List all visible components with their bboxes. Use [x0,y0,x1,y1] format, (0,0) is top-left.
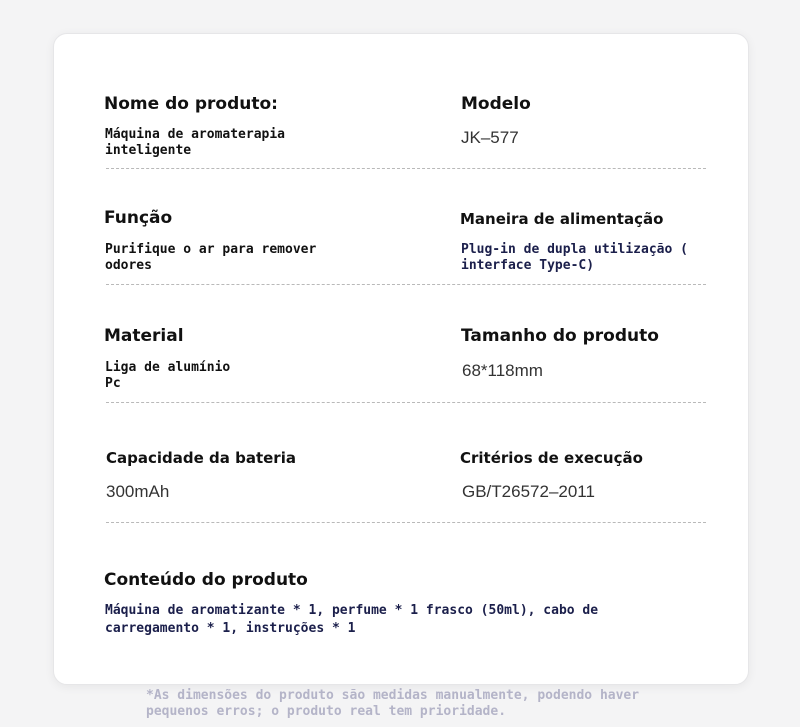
battery-value: 300mAh [106,482,170,501]
material-value-line1: Liga de alumínio [105,360,231,375]
power-label: Maneira de alimentação [460,210,664,228]
material-value-line2: Pc [105,376,121,391]
standard-value: GB/T26572–2011 [462,482,595,501]
size-value: 68*118mm [462,361,543,380]
function-value [105,242,316,274]
model-value: JK–577 [461,128,519,147]
divider [106,402,706,403]
contents-label: Conteúdo do produto [104,570,308,590]
divider [106,522,706,523]
contents-value-line1: Máquina de aromatizante * 1, perfume * 1 frasco (50ml), cabo de [105,603,599,618]
footnote-line2: pequenos erros; o produto real tem prioridade. [146,704,507,719]
power-value-line1: Plug-in de dupla utilização ( [461,242,688,257]
product-name-value [105,127,285,159]
function-value-line2: odores [105,258,152,273]
contents-value-line2: carregamento * 1, instruções * 1 [105,621,356,636]
product-name-value-line1: Máquina de aromaterapia [105,127,286,142]
product-name-label: Nome do produto: [104,94,278,114]
standard-label: Critérios de execução [460,449,643,467]
size-label: Tamanho do produto [461,326,659,346]
contents-value [105,602,598,638]
divider [106,168,706,169]
divider [106,284,706,285]
footnote-line1: *As dimensões do produto são medidas manualmente, podendo haver [146,688,640,703]
power-value [461,242,688,274]
product-name-value-line2: inteligente [105,143,192,158]
material-value [105,360,230,392]
function-label: Função [104,208,173,228]
footnote [146,688,639,720]
battery-label: Capacidade da bateria [106,449,296,467]
function-value-line1: Purifique o ar para remover [105,242,317,257]
material-label: Material [104,326,184,346]
power-value-line2: interface Type-C) [461,258,595,273]
model-label: Modelo [461,94,531,114]
